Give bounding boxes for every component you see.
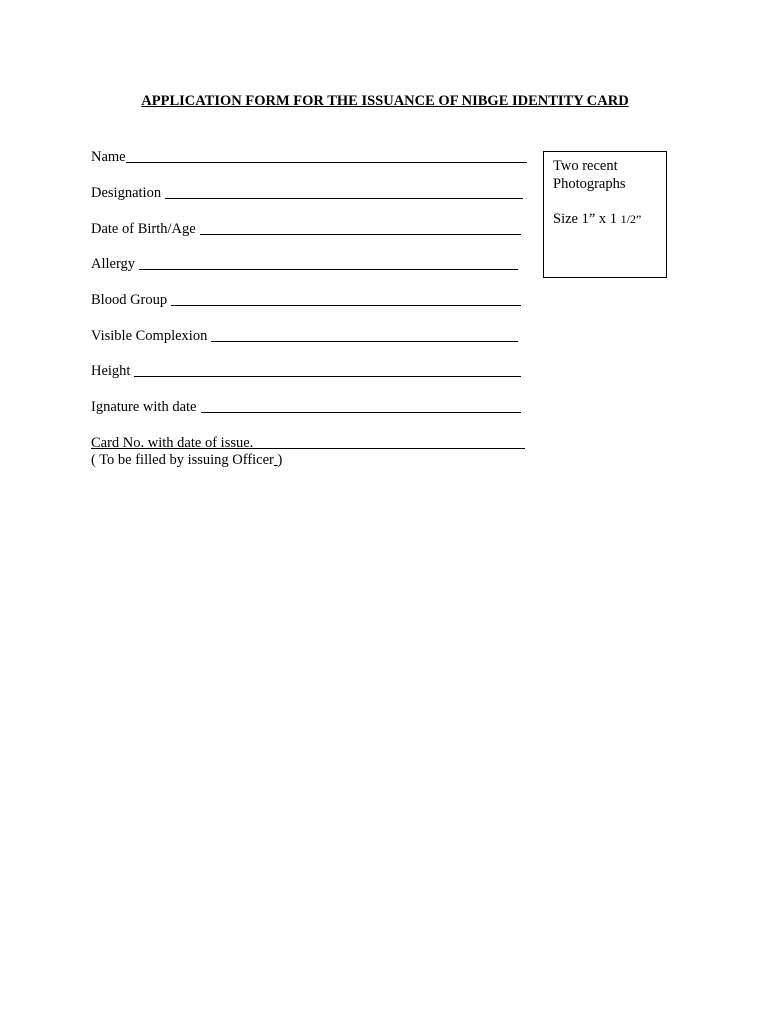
photo-text-line1: Two recent: [553, 158, 618, 174]
designation-input-line[interactable]: [165, 197, 523, 199]
height-label: Height: [91, 363, 131, 379]
card-note-text: ( To be filled by issuing Officer: [91, 452, 274, 468]
complexion-input-line[interactable]: [211, 340, 518, 342]
dob-input-line[interactable]: [200, 233, 521, 235]
complexion-field[interactable]: [91, 325, 518, 345]
signature-input-line[interactable]: [201, 411, 522, 413]
allergy-label: Allergy: [91, 256, 136, 272]
photo-text-line2: Photographs: [553, 176, 626, 192]
signature-field[interactable]: [91, 396, 521, 416]
dob-field[interactable]: [91, 218, 521, 238]
card-number-label: Card No. with date of issue.: [91, 435, 254, 451]
blood-group-input-line[interactable]: [171, 304, 521, 306]
card-issuing-note: [91, 451, 282, 469]
height-input-line[interactable]: [134, 375, 521, 377]
designation-field[interactable]: [91, 182, 523, 202]
card-note-close: ): [277, 452, 283, 468]
page-title: APPLICATION FORM FOR THE ISSUANCE OF NIBGE IDENTITY CARD: [141, 93, 629, 109]
allergy-input-line[interactable]: [139, 268, 518, 270]
dob-label: Date of Birth/Age: [91, 221, 196, 237]
name-label: Name: [91, 149, 126, 165]
name-field[interactable]: [91, 146, 527, 166]
blood-group-field[interactable]: [91, 289, 521, 309]
allergy-field[interactable]: [91, 253, 518, 273]
photo-size-fraction: 1/2”: [620, 212, 642, 226]
photo-box: [543, 151, 667, 278]
complexion-label: Visible Complexion: [91, 328, 208, 344]
signature-label: Ignature with date: [91, 399, 197, 415]
photo-size-main: Size 1” x 1: [553, 211, 621, 227]
card-number-input-line[interactable]: [253, 447, 525, 449]
name-input-line[interactable]: [126, 161, 527, 163]
blood-group-label: Blood Group: [91, 292, 168, 308]
height-field[interactable]: [91, 360, 521, 380]
designation-label: Designation: [91, 185, 162, 201]
card-number-field[interactable]: [91, 432, 525, 452]
photo-size-text: [553, 210, 657, 228]
